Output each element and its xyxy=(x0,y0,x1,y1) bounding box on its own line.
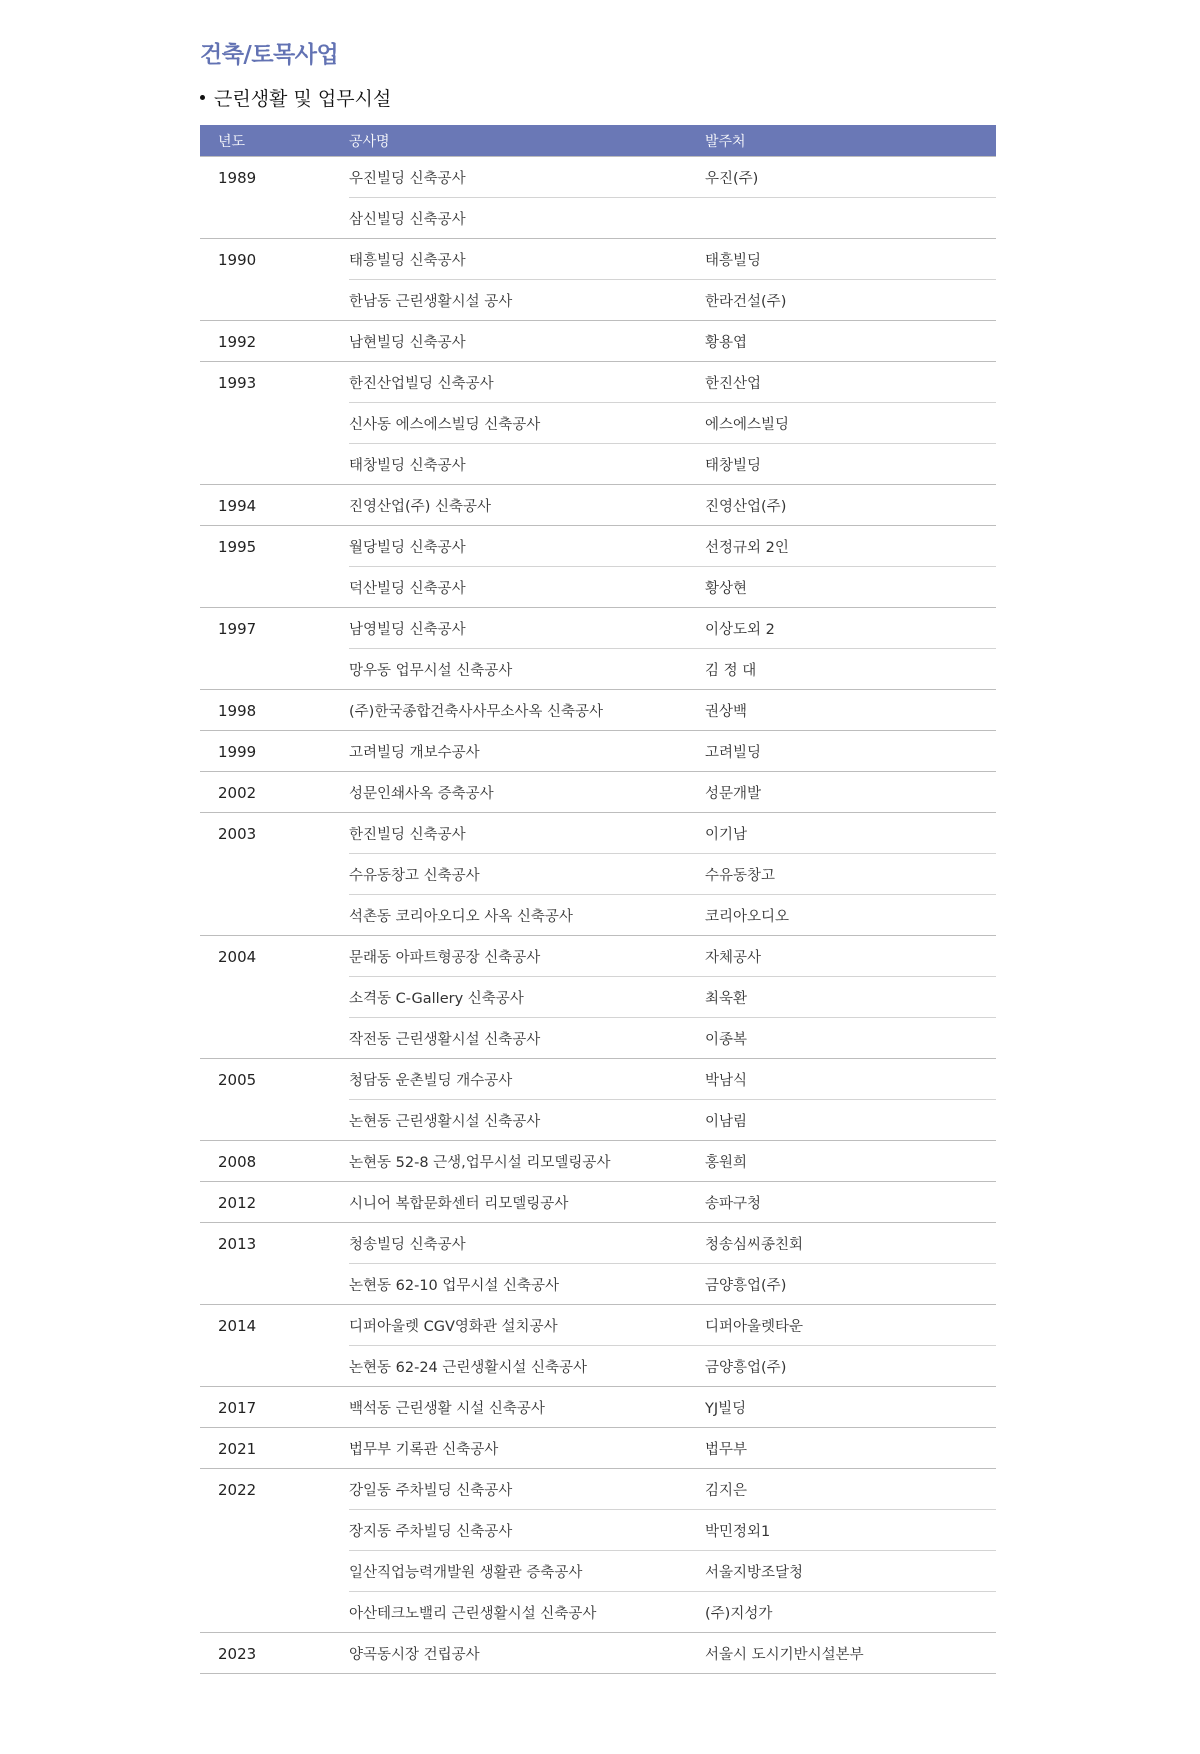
project-name-cell: 우진빌딩 신축공사 xyxy=(349,157,705,198)
table-row xyxy=(200,1633,996,1674)
client-cell: 청송심씨종친회 xyxy=(705,1223,996,1264)
project-name-cell: 일산직업능력개발원 생활관 증축공사 xyxy=(349,1551,705,1592)
client-cell: 최욱환 xyxy=(705,977,996,1018)
client-cell: 이상도외 2 xyxy=(705,608,996,649)
table-row xyxy=(200,157,996,198)
table-row xyxy=(200,239,996,280)
project-name-cell: 태흥빌딩 신축공사 xyxy=(349,239,705,280)
project-name-cell: (주)한국종합건축사사무소사옥 신축공사 xyxy=(349,690,705,731)
year-cell: 1994 xyxy=(200,485,349,526)
header-name: 공사명 xyxy=(349,125,705,157)
year-cell: 2021 xyxy=(200,1428,349,1469)
client-cell: 김지은 xyxy=(705,1469,996,1510)
project-name-cell: 논현동 52-8 근생,업무시설 리모델링공사 xyxy=(349,1141,705,1182)
year-cell: 1997 xyxy=(200,608,349,690)
table-row xyxy=(200,813,996,854)
client-cell: 자체공사 xyxy=(705,936,996,977)
year-cell: 2005 xyxy=(200,1059,349,1141)
client-cell: 선정규외 2인 xyxy=(705,526,996,567)
year-cell: 1992 xyxy=(200,321,349,362)
project-name-cell: 성문인쇄사옥 증축공사 xyxy=(349,772,705,813)
client-cell: 디퍼아울렛타운 xyxy=(705,1305,996,1346)
client-cell: 코리아오디오 xyxy=(705,895,996,936)
client-cell: 황상현 xyxy=(705,567,996,608)
client-cell: 이종복 xyxy=(705,1018,996,1059)
client-cell: 이기남 xyxy=(705,813,996,854)
client-cell: 권상백 xyxy=(705,690,996,731)
section-title: 건축/토목사업 xyxy=(200,42,339,68)
subtitle xyxy=(200,84,391,111)
table-row xyxy=(200,1182,996,1223)
client-cell: 우진(주) xyxy=(705,157,996,198)
bullet-icon xyxy=(200,95,205,100)
table-row xyxy=(200,1223,996,1264)
project-name-cell: 한진빌딩 신축공사 xyxy=(349,813,705,854)
client-cell: 성문개발 xyxy=(705,772,996,813)
table-row xyxy=(200,362,996,403)
year-cell: 1998 xyxy=(200,690,349,731)
table-row xyxy=(200,1428,996,1469)
client-cell: 서울지방조달청 xyxy=(705,1551,996,1592)
project-name-cell: 법무부 기록관 신축공사 xyxy=(349,1428,705,1469)
project-name-cell: 디퍼아울렛 CGV영화관 설치공사 xyxy=(349,1305,705,1346)
table-row xyxy=(200,526,996,567)
project-name-cell: 논현동 62-24 근린생활시설 신축공사 xyxy=(349,1346,705,1387)
client-cell: 박남식 xyxy=(705,1059,996,1100)
table-row xyxy=(200,936,996,977)
year-cell: 1989 xyxy=(200,157,349,239)
table-row xyxy=(200,772,996,813)
project-name-cell: 한진산업빌딩 신축공사 xyxy=(349,362,705,403)
project-name-cell: 망우동 업무시설 신축공사 xyxy=(349,649,705,690)
project-name-cell: 태창빌딩 신축공사 xyxy=(349,444,705,485)
project-name-cell: 고려빌딩 개보수공사 xyxy=(349,731,705,772)
table-body xyxy=(200,157,996,1674)
table-row xyxy=(200,1387,996,1428)
client-cell: YJ빌딩 xyxy=(705,1387,996,1428)
year-cell: 2022 xyxy=(200,1469,349,1633)
project-name-cell: 청담동 운촌빌딩 개수공사 xyxy=(349,1059,705,1100)
table-row xyxy=(200,608,996,649)
client-cell: 김 정 대 xyxy=(705,649,996,690)
year-cell: 2003 xyxy=(200,813,349,936)
project-name-cell: 수유동창고 신축공사 xyxy=(349,854,705,895)
year-cell: 1993 xyxy=(200,362,349,485)
project-name-cell: 남영빌딩 신축공사 xyxy=(349,608,705,649)
header-client: 발주처 xyxy=(705,125,996,157)
table-row xyxy=(200,321,996,362)
year-cell: 2004 xyxy=(200,936,349,1059)
project-name-cell: 석촌동 코리아오디오 사옥 신축공사 xyxy=(349,895,705,936)
project-name-cell: 덕산빌딩 신축공사 xyxy=(349,567,705,608)
project-name-cell: 청송빌딩 신축공사 xyxy=(349,1223,705,1264)
table-row xyxy=(200,731,996,772)
year-cell: 2014 xyxy=(200,1305,349,1387)
project-name-cell: 한남동 근린생활시설 공사 xyxy=(349,280,705,321)
project-name-cell: 논현동 근린생활시설 신축공사 xyxy=(349,1100,705,1141)
project-name-cell: 삼신빌딩 신축공사 xyxy=(349,198,705,239)
project-name-cell: 진영산업(주) 신축공사 xyxy=(349,485,705,526)
year-cell: 2002 xyxy=(200,772,349,813)
project-name-cell: 소격동 C-Gallery 신축공사 xyxy=(349,977,705,1018)
year-cell: 2008 xyxy=(200,1141,349,1182)
year-cell: 1995 xyxy=(200,526,349,608)
table-row xyxy=(200,1141,996,1182)
client-cell: 박민정외1 xyxy=(705,1510,996,1551)
year-cell: 2017 xyxy=(200,1387,349,1428)
project-name-cell: 백석동 근린생활 시설 신축공사 xyxy=(349,1387,705,1428)
client-cell: 금양흥업(주) xyxy=(705,1264,996,1305)
client-cell: 홍원희 xyxy=(705,1141,996,1182)
project-name-cell: 문래동 아파트형공장 신축공사 xyxy=(349,936,705,977)
project-name-cell: 작전동 근린생활시설 신축공사 xyxy=(349,1018,705,1059)
table-row xyxy=(200,485,996,526)
client-cell: 태창빌딩 xyxy=(705,444,996,485)
projects-table xyxy=(200,125,996,1674)
client-cell: 이남림 xyxy=(705,1100,996,1141)
table-header-row xyxy=(200,125,996,157)
client-cell: 법무부 xyxy=(705,1428,996,1469)
client-cell: 황용엽 xyxy=(705,321,996,362)
table-row xyxy=(200,1059,996,1100)
header-year: 년도 xyxy=(200,125,349,157)
project-name-cell: 남현빌딩 신축공사 xyxy=(349,321,705,362)
project-name-cell: 강일동 주차빌딩 신축공사 xyxy=(349,1469,705,1510)
subtitle-text: 근린생활 및 업무시설 xyxy=(214,88,392,110)
client-cell: 서울시 도시기반시설본부 xyxy=(705,1633,996,1674)
year-cell: 2023 xyxy=(200,1633,349,1674)
year-cell: 2013 xyxy=(200,1223,349,1305)
year-cell: 2012 xyxy=(200,1182,349,1223)
client-cell: 송파구청 xyxy=(705,1182,996,1223)
client-cell: 한라건설(주) xyxy=(705,280,996,321)
project-name-cell: 월당빌딩 신축공사 xyxy=(349,526,705,567)
project-name-cell: 시니어 복합문화센터 리모델링공사 xyxy=(349,1182,705,1223)
year-cell: 1999 xyxy=(200,731,349,772)
client-cell: 고려빌딩 xyxy=(705,731,996,772)
year-cell: 1990 xyxy=(200,239,349,321)
client-cell: 에스에스빌딩 xyxy=(705,403,996,444)
project-name-cell: 아산테크노밸리 근린생활시설 신축공사 xyxy=(349,1592,705,1633)
table-row xyxy=(200,1305,996,1346)
client-cell: 수유동창고 xyxy=(705,854,996,895)
client-cell: 금양흥업(주) xyxy=(705,1346,996,1387)
client-cell: 태흥빌딩 xyxy=(705,239,996,280)
client-cell: (주)지성가 xyxy=(705,1592,996,1633)
project-name-cell: 장지동 주차빌딩 신축공사 xyxy=(349,1510,705,1551)
project-name-cell: 양곡동시장 건립공사 xyxy=(349,1633,705,1674)
client-cell: 진영산업(주) xyxy=(705,485,996,526)
table-row xyxy=(200,1469,996,1510)
client-cell xyxy=(705,198,996,239)
table-row xyxy=(200,690,996,731)
client-cell: 한진산업 xyxy=(705,362,996,403)
project-name-cell: 신사동 에스에스빌딩 신축공사 xyxy=(349,403,705,444)
project-name-cell: 논현동 62-10 업무시설 신축공사 xyxy=(349,1264,705,1305)
